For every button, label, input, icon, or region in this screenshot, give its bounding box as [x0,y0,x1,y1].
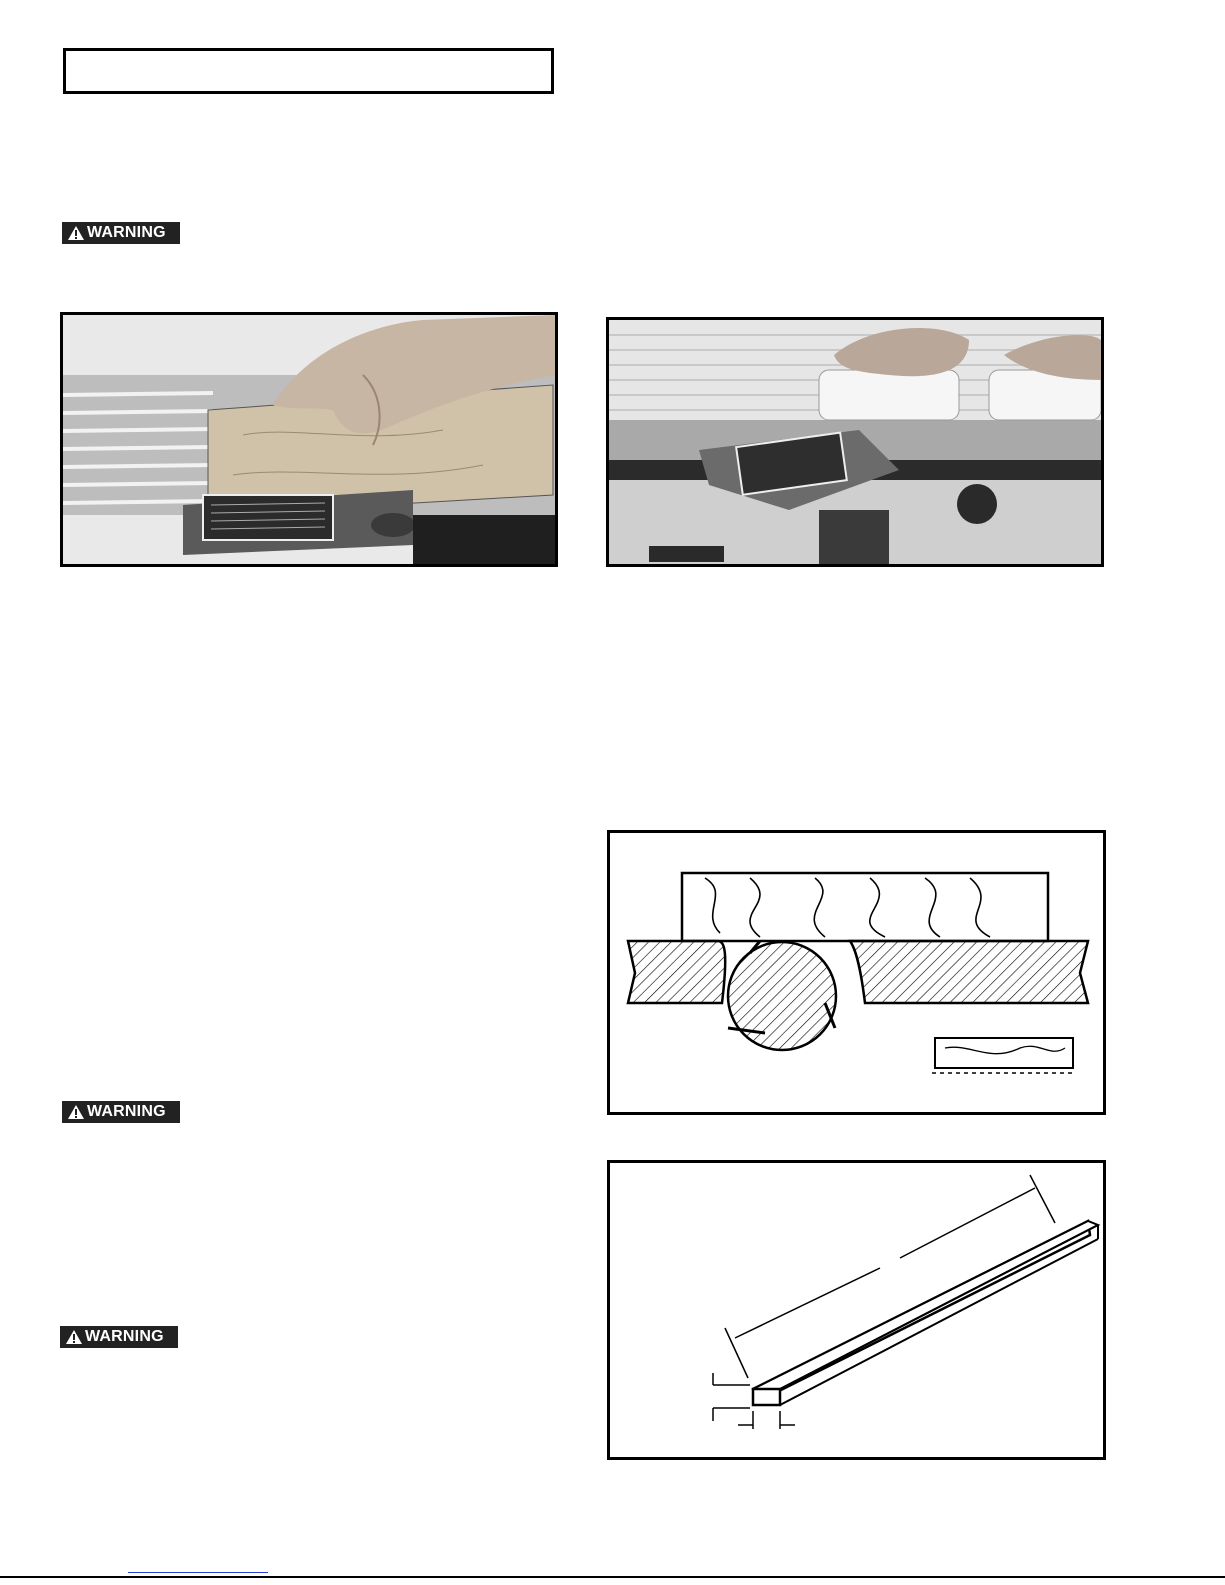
warning-label: WARNING [87,1103,166,1120]
warning-badge-2 [62,1101,180,1123]
photo-push-blocks-illustration [609,320,1101,564]
workpiece-diagram [610,1163,1103,1457]
figure-cutterhead [607,830,1106,1115]
warning-label: WARNING [85,1328,164,1345]
alert-triangle-icon [68,1105,84,1119]
section-title-box [63,48,554,94]
photo-fence-hand-illustration [63,315,555,564]
cutterhead-diagram [610,833,1103,1112]
photo-push-blocks [606,317,1104,567]
alert-triangle-icon [68,226,84,240]
warning-badge-1 [62,222,180,244]
footer-rule [0,1576,1225,1578]
alert-triangle-icon [66,1330,82,1344]
warning-badge-3 [60,1326,178,1348]
figure-workpiece [607,1160,1106,1460]
photo-fence-hand [60,312,558,567]
warning-label: WARNING [87,224,166,241]
footer-link-underline[interactable] [128,1572,268,1573]
